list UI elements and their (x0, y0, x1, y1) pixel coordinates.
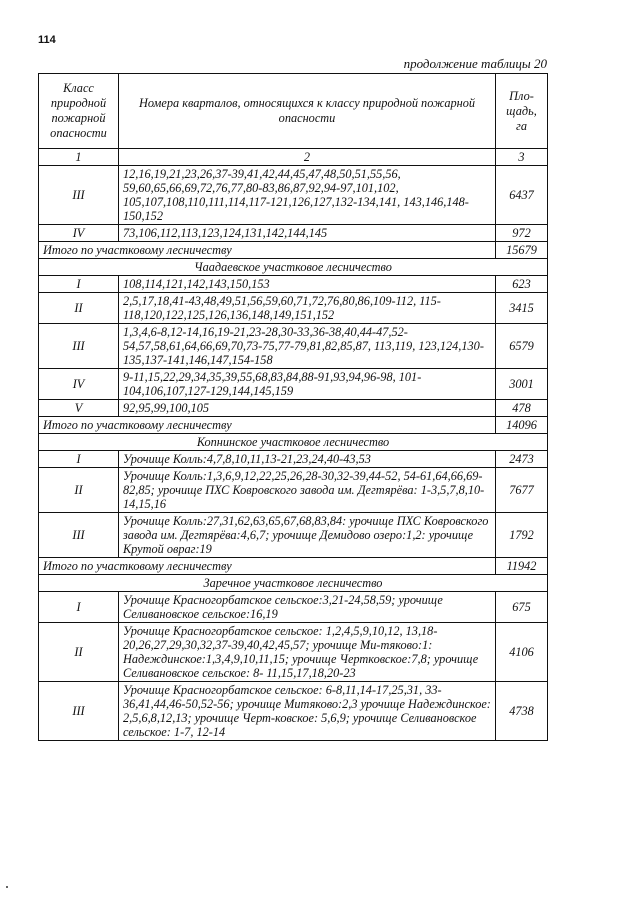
page-number: 114 (38, 34, 56, 46)
area-ha: 3415 (496, 293, 548, 324)
hazard-class: I (39, 592, 119, 623)
hazard-class: III (39, 166, 119, 225)
quarter-numbers: Урочище Колль:27,31,62,63,65,67,68,83,84: урочище ПХС Ковровского завода им. Дегтярёва:4,6,7; урочище Демидово озеро:1,2: урочище Крутой овраг:19 (119, 513, 496, 558)
area-ha: 6437 (496, 166, 548, 225)
column-number: 2 (119, 149, 496, 166)
area-ha: 7677 (496, 468, 548, 513)
column-number: 1 (39, 149, 119, 166)
quarter-numbers: 1,3,4,6-8,12-14,16,19-21,23-28,30-33,36-38,40,44-47,52- 54,57,58,61,64,66,69,70,73-75,77-79,81,82,85,87, 113,119, 123,124,130-135,137-141,146,147,154-158 (119, 324, 496, 369)
quarter-numbers: Урочище Красногорбатское сельское: 6-8,11,14-17,25,31, 33-36,41,44,46-50,52-56; урочище Митяково:2,3 урочище Надеждинское: 2,5,6,8,12,13; урочище Черт-ковское: 5,6,9; урочище Селивановское сельское: 1-7, 12-14 (119, 682, 496, 741)
quarter-numbers: 2,5,17,18,41-43,48,49,51,56,59,60,71,72,76,80,86,109-112, 115-118,120,122,125,126,136,148,149,151,152 (119, 293, 496, 324)
hazard-class: I (39, 451, 119, 468)
area-ha: 1792 (496, 513, 548, 558)
total-row (39, 558, 548, 575)
forestry-name: Копнинское участковое лесничество (39, 434, 548, 451)
quarter-numbers: 92,95,99,100,105 (119, 400, 496, 417)
total-area: 11942 (496, 558, 548, 575)
area-ha: 2473 (496, 451, 548, 468)
area-ha: 675 (496, 592, 548, 623)
table-row (39, 225, 548, 242)
table-row (39, 451, 548, 468)
hazard-class: III (39, 682, 119, 741)
total-row (39, 417, 548, 434)
table-row (39, 400, 548, 417)
area-ha: 4738 (496, 682, 548, 741)
area-ha: 6579 (496, 324, 548, 369)
quarter-numbers: Урочище Колль:1,3,6,9,12,22,25,26,28-30,32-39,44-52, 54-61,64,66,69-82,85; урочище ПХС Ковровского завода им. Дегтярёва: 1-3,5,7,8,10-14,15,16 (119, 468, 496, 513)
table-caption: продолжение таблицы 20 (403, 56, 547, 71)
table-row (39, 369, 548, 400)
header-area: Пло-щадь, га (496, 74, 548, 149)
quarter-numbers: 108,114,121,142,143,150,153 (119, 276, 496, 293)
table-row (39, 682, 548, 741)
table-row (39, 293, 548, 324)
column-number: 3 (496, 149, 548, 166)
area-ha: 972 (496, 225, 548, 242)
table-row (39, 513, 548, 558)
table-header-row (39, 74, 548, 149)
area-ha: 478 (496, 400, 548, 417)
table-row (39, 166, 548, 225)
quarter-numbers: 9-11,15,22,29,34,35,39,55,68,83,84,88-91,93,94,96-98, 101-104,106,107,127-129,144,145,159 (119, 369, 496, 400)
total-area: 14096 (496, 417, 548, 434)
forestry-heading-row (39, 259, 548, 276)
area-ha: 3001 (496, 369, 548, 400)
hazard-class: I (39, 276, 119, 293)
hazard-class: II (39, 623, 119, 682)
total-label: Итого по участковому лесничеству (39, 417, 496, 434)
total-row (39, 242, 548, 259)
table-row (39, 324, 548, 369)
forestry-heading-row (39, 575, 548, 592)
total-area: 15679 (496, 242, 548, 259)
forestry-heading-row (39, 434, 548, 451)
quarter-numbers: 12,16,19,21,23,26,37-39,41,42,44,45,47,48,50,51,55,56, 59,60,65,66,69,72,76,77,80-83,86,87,92,94-97,101,102, 105,107,108,110,111,114,117-121,126,127,132-134,141, 143,146,148-150,152 (119, 166, 496, 225)
hazard-class: II (39, 293, 119, 324)
header-quarters: Номера кварталов, относящихся к классу природной пожарной опасности (119, 74, 496, 149)
forestry-name: Заречное участковое лесничество (39, 575, 548, 592)
hazard-class: III (39, 513, 119, 558)
table-row (39, 276, 548, 293)
column-number-row (39, 149, 548, 166)
table-row (39, 468, 548, 513)
scan-speck (6, 886, 8, 888)
hazard-class: III (39, 324, 119, 369)
hazard-class: II (39, 468, 119, 513)
fire-hazard-table (38, 73, 548, 741)
total-label: Итого по участковому лесничеству (39, 558, 496, 575)
header-class: Класс природной пожарной опасности (39, 74, 119, 149)
quarter-numbers: Урочище Красногорбатское сельское:3,21-24,58,59; урочище Селивановское сельское:16,19 (119, 592, 496, 623)
table-row (39, 623, 548, 682)
hazard-class: IV (39, 225, 119, 242)
table-row (39, 592, 548, 623)
hazard-class: IV (39, 369, 119, 400)
total-label: Итого по участковому лесничеству (39, 242, 496, 259)
quarter-numbers: Урочище Колль:4,7,8,10,11,13-21,23,24,40-43,53 (119, 451, 496, 468)
quarter-numbers: Урочище Красногорбатское сельское: 1,2,4,5,9,10,12, 13,18-20,26,27,29,30,32,37-39,40,42,45,57; урочище Ми-тяково:1: Надеждинское:1,3,4,9,10,11,15; урочище Чертковское:7,8; урочище Селивановское сельское: 8- 11,15,17,18,20-23 (119, 623, 496, 682)
area-ha: 623 (496, 276, 548, 293)
forestry-name: Чаадаевское участковое лесничество (39, 259, 548, 276)
quarter-numbers: 73,106,112,113,123,124,131,142,144,145 (119, 225, 496, 242)
area-ha: 4106 (496, 623, 548, 682)
hazard-class: V (39, 400, 119, 417)
